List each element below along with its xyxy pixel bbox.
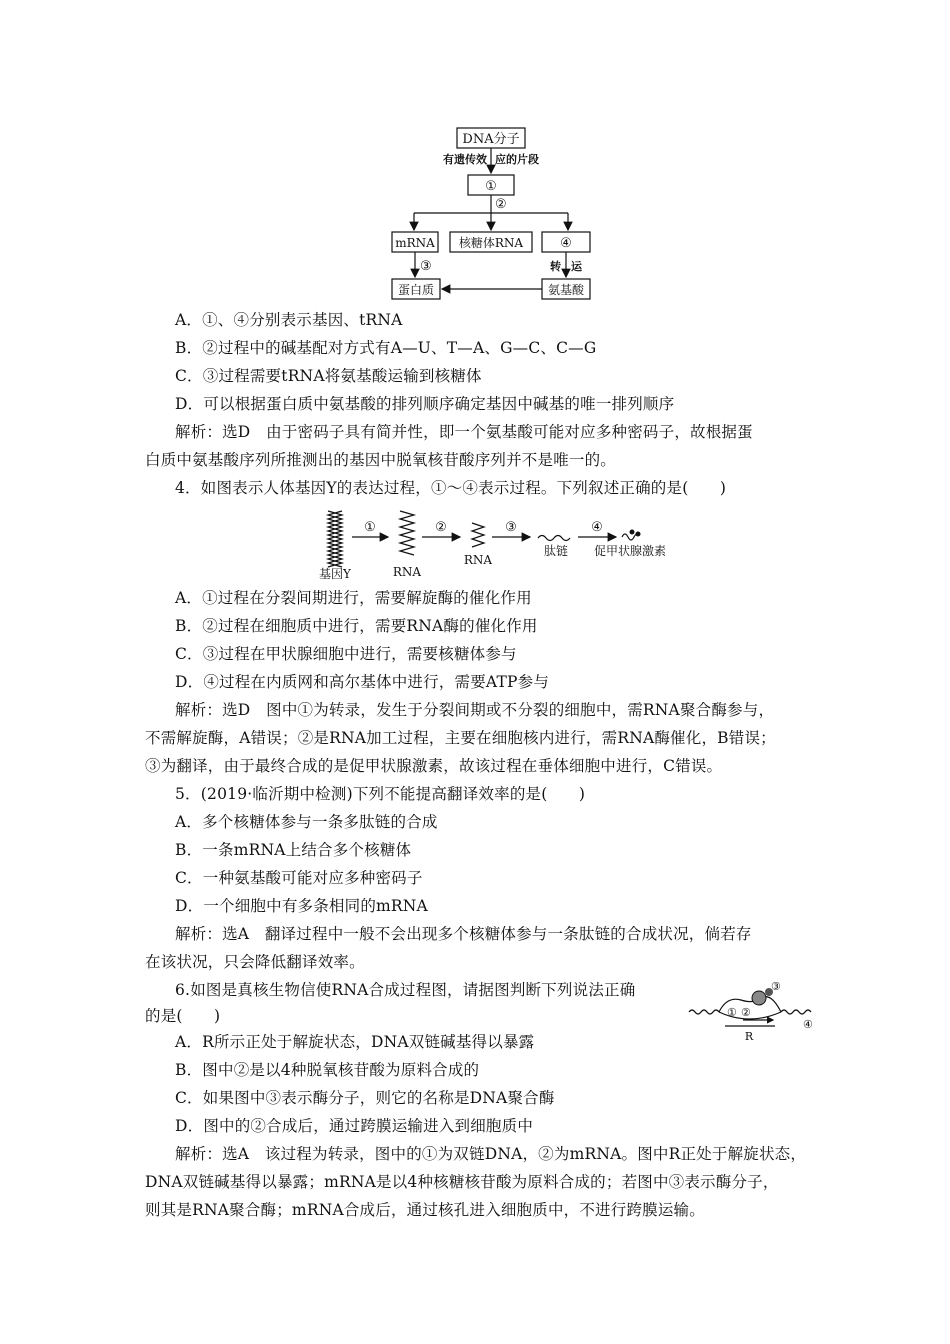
protein-label: 蛋白质 bbox=[397, 283, 435, 297]
node3-label: ③ bbox=[420, 259, 432, 274]
q5-option-c: C．一种氨基酸可能对应多种密码子 bbox=[175, 869, 423, 887]
transport-label-1: 转 bbox=[550, 260, 561, 273]
peptide-label: 肽链 bbox=[543, 544, 569, 558]
q6-option-b: B．图中②是以4种脱氧核苷酸为原料合成的 bbox=[175, 1061, 480, 1079]
mrna-label: mRNA bbox=[395, 236, 435, 250]
q6-analysis-line1: 解析：选A 该过程为转录，图中的①为双链DNA，②为mRNA。图中R正处于解旋状态， bbox=[175, 1145, 807, 1163]
peptide-chain-icon bbox=[538, 536, 570, 541]
enzyme-icon bbox=[752, 991, 766, 1005]
rna2-label: RNA bbox=[463, 553, 493, 567]
q4-analysis-line2: 不需解旋酶，A错误；②是RNA加工过程，主要在细胞核内进行，需RNA酶催化，B错误； bbox=[145, 729, 776, 747]
q3-option-a: A．①、④分别表示基因、tRNA bbox=[175, 311, 403, 329]
fig6-label-1: ① bbox=[727, 1006, 737, 1019]
q6-stem-line1: 6.如图是真核生物信使RNA合成过程图，请据图判断下列说法正确 bbox=[175, 981, 636, 999]
dna-right-strand-icon bbox=[781, 1010, 811, 1014]
q4-analysis-line1: 解析：选D 图中①为转录，发生于分裂间期或不分裂的细胞中，需RNA聚合酶参与， bbox=[175, 701, 775, 719]
fig6-label-3: ③ bbox=[771, 982, 781, 993]
rrna-label: 核糖体RNA bbox=[458, 236, 524, 250]
rna2-coil-icon bbox=[472, 523, 484, 547]
gene-expression-flow-diagram bbox=[380, 120, 610, 305]
step4-label: ④ bbox=[591, 520, 603, 535]
q6-option-d: D．图中的②合成后，通过跨膜运输进入到细胞质中 bbox=[175, 1117, 534, 1135]
dna-label: DNA分子 bbox=[462, 132, 520, 147]
q3-option-c: C．③过程需要tRNA将氨基酸运输到核糖体 bbox=[175, 367, 482, 385]
q5-analysis-line2: 在该状况，只会降低翻译效率。 bbox=[145, 953, 365, 971]
q6-option-a: A．R所示正处于解旋状态，DNA双链碱基得以暴露 bbox=[175, 1033, 535, 1051]
gene-y-expression-figure bbox=[310, 505, 690, 583]
amino-acid-label: 氨基酸 bbox=[547, 283, 585, 297]
q4-option-d: D．④过程在内质网和高尔基体中进行，需要ATP参与 bbox=[175, 673, 550, 691]
step3-label: ③ bbox=[505, 520, 517, 535]
q3-option-b: B．②过程中的碱基配对方式有A—U、T—A、G—C、C—G bbox=[175, 339, 597, 357]
q4-option-c: C．③过程在甲状腺细胞中进行，需要核糖体参与 bbox=[175, 645, 517, 663]
node2-label: ② bbox=[495, 197, 507, 212]
rna1-label: RNA bbox=[392, 565, 422, 579]
q6-analysis-line3: 则其是RNA聚合酶；mRNA合成后，通过核孔进入细胞质中，不进行跨膜运输。 bbox=[145, 1201, 705, 1219]
step1-label: ① bbox=[364, 520, 376, 535]
q5-option-d: D．一个细胞中有多条相同的mRNA bbox=[175, 897, 428, 915]
node4-label: ④ bbox=[560, 236, 572, 251]
rna1-coil-icon bbox=[400, 511, 414, 555]
transport-label-2: 运 bbox=[571, 260, 582, 273]
q6-stem-line2: 的是( ) bbox=[145, 1007, 221, 1025]
gene-y-helix-icon bbox=[328, 511, 342, 567]
q5-analysis-line1: 解析：选A 翻译过程中一般不会出现多个核糖体参与一条肽链的合成状况，倘若存 bbox=[175, 925, 752, 943]
fragment-label-left: 有遗传效 bbox=[443, 153, 487, 166]
q5-option-b: B．一条mRNA上结合多个核糖体 bbox=[175, 841, 412, 859]
gene-y-label: 基因Y bbox=[319, 567, 351, 581]
q4-stem: 4．如图表示人体基因Y的表达过程，①～④表示过程。下列叙述正确的是( ) bbox=[175, 479, 727, 497]
q5-stem: 5．(2019·临沂期中检测)下列不能提高翻译效率的是( ) bbox=[175, 785, 586, 803]
q3-option-d: D．可以根据蛋白质中氨基酸的排列顺序确定基因中碱基的唯一排列顺序 bbox=[175, 395, 675, 413]
fig6-label-4: ④ bbox=[803, 1018, 813, 1031]
fragment-label-right: 应的片段 bbox=[495, 153, 539, 166]
step2-label: ② bbox=[435, 520, 447, 535]
dna-left-strand-icon bbox=[689, 1010, 719, 1014]
transcription-figure bbox=[685, 982, 825, 1044]
q4-analysis-line3: ③为翻译，由于最终合成的是促甲状腺激素，故该过程在垂体细胞中进行，C错误。 bbox=[145, 757, 723, 775]
q4-option-a: A．①过程在分裂间期进行，需要解旋酶的催化作用 bbox=[175, 589, 532, 607]
q6-option-c: C．如果图中③表示酶分子，则它的名称是DNA聚合酶 bbox=[175, 1089, 555, 1107]
q6-analysis-line2: DNA双链碱基得以暴露；mRNA是以4种核糖核苷酸为原料合成的；若图中③表示酶分子， bbox=[145, 1173, 779, 1191]
fig6-label-2: ② bbox=[741, 1006, 751, 1019]
q3-analysis-line1: 解析：选D 由于密码子具有简并性，即一个氨基酸可能对应多种密码子，故根据蛋 bbox=[175, 423, 753, 441]
node1-label: ① bbox=[485, 179, 497, 194]
q4-option-b: B．②过程在细胞质中进行，需要RNA酶的催化作用 bbox=[175, 617, 538, 635]
q5-option-a: A．多个核糖体参与一条多肽链的合成 bbox=[175, 813, 438, 831]
fig6-label-r: R bbox=[744, 1030, 754, 1043]
hormone-label: 促甲状腺激素 bbox=[593, 544, 667, 558]
q3-analysis-line2: 白质中氨基酸序列所推测出的基因中脱氧核苷酸序列并不是唯一的。 bbox=[145, 451, 617, 469]
hormone-molecule-icon bbox=[622, 530, 641, 541]
